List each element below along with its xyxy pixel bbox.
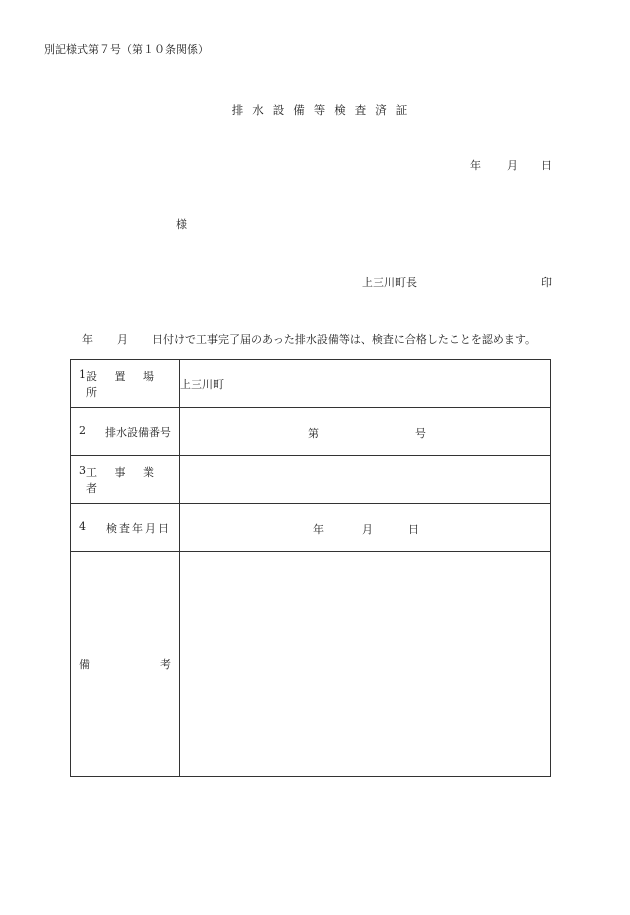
inspection-date-cell xyxy=(180,504,551,552)
label-wrap xyxy=(71,368,179,400)
table-row-remarks xyxy=(71,552,551,777)
location-value: 上三川町 xyxy=(180,360,551,408)
inspection-month: 月 xyxy=(362,523,373,536)
remarks-label-right: 考 xyxy=(160,658,171,671)
form-number: 別記様式第７号（第１０条関係） xyxy=(44,43,209,56)
table-row-equipment-number xyxy=(71,408,551,456)
row-label: 設 置 場 所 xyxy=(86,369,161,399)
table-row-location xyxy=(71,360,551,408)
label-wrap xyxy=(71,424,179,440)
contractor-value xyxy=(180,456,551,504)
statement-month: 月 xyxy=(117,333,128,346)
label-wrap xyxy=(71,656,179,672)
seal-mark: 印 xyxy=(541,276,552,289)
label-cell xyxy=(71,408,180,456)
issue-date-year: 年 xyxy=(470,159,481,172)
inspection-table xyxy=(70,359,551,777)
statement-year: 年 xyxy=(82,333,93,346)
label-cell xyxy=(71,504,180,552)
issuer-name: 上三川町長 xyxy=(362,276,417,289)
document-title: 排水設備等検査済証 xyxy=(231,103,417,117)
issue-date-month: 月 xyxy=(507,159,518,172)
number-suffix: 号 xyxy=(415,427,426,440)
row-label: 工 事 業 者 xyxy=(86,465,161,495)
inspection-day: 日 xyxy=(408,523,419,536)
inspection-year: 年 xyxy=(313,523,324,536)
row-number: 4 xyxy=(79,519,86,533)
row-number: 3 xyxy=(79,463,86,477)
statement-text: 日付けで工事完了届のあった排水設備等は、検査に合格したことを認めます。 xyxy=(152,333,537,346)
label-wrap xyxy=(71,520,179,536)
addressee-suffix: 様 xyxy=(176,218,187,231)
remarks-label-left: 備 xyxy=(79,658,90,671)
row-label: 検査年月日 xyxy=(106,521,171,535)
row-label: 排水設備番号 xyxy=(105,425,171,439)
label-wrap xyxy=(71,464,179,496)
label-cell xyxy=(71,456,180,504)
remarks-value xyxy=(180,552,551,777)
label-cell xyxy=(71,360,180,408)
table-row-contractor xyxy=(71,456,551,504)
equipment-number-cell xyxy=(180,408,551,456)
table-row-inspection-date xyxy=(71,504,551,552)
row-number: 2 xyxy=(79,423,86,437)
row-number: 1 xyxy=(79,367,86,381)
issue-date-day: 日 xyxy=(541,159,552,172)
label-cell xyxy=(71,552,180,777)
number-prefix: 第 xyxy=(308,427,319,440)
